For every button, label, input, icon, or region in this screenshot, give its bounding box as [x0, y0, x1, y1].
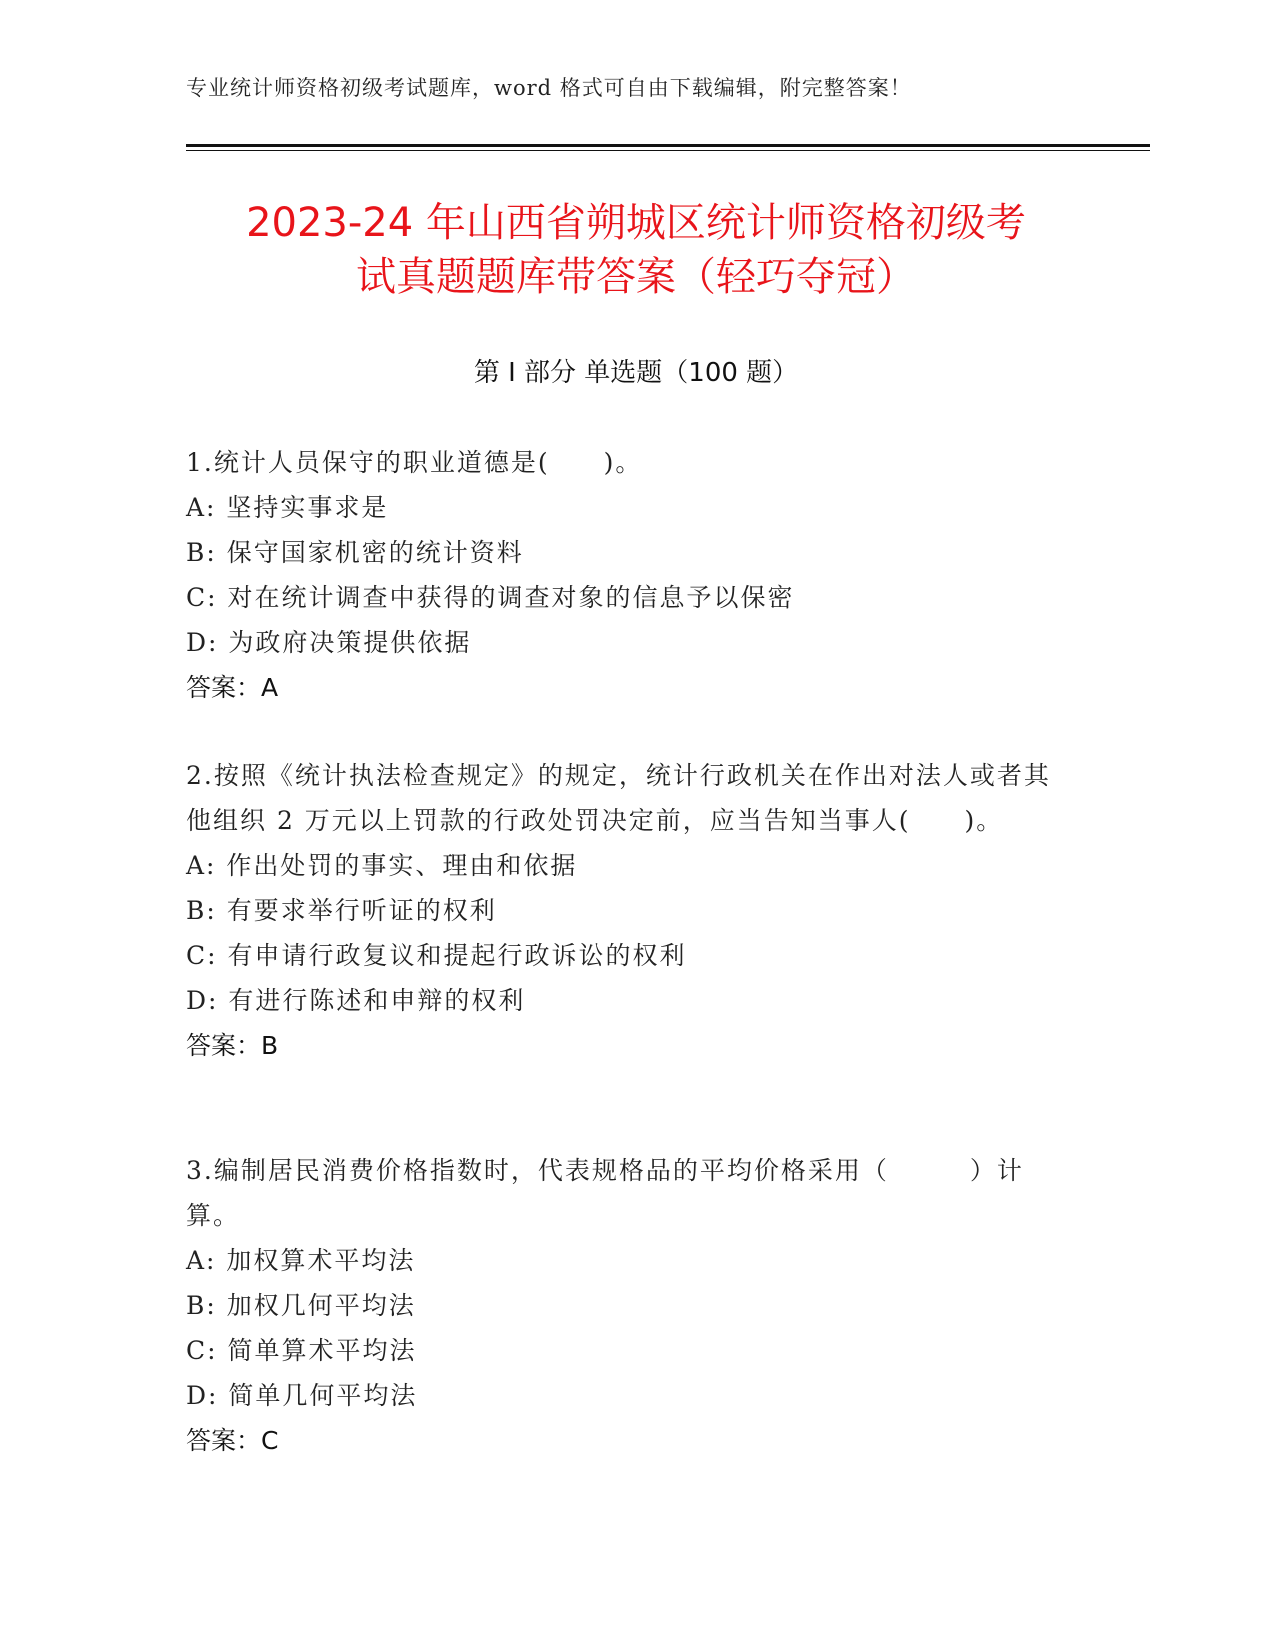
question-stem: 1.统计人员保守的职业道德是( )。	[186, 448, 643, 477]
option-a: A: 加权算术平均法	[186, 1246, 416, 1275]
page-header: 专业统计师资格初级考试题库，word 格式可自由下载编辑，附完整答案！	[186, 76, 912, 100]
question-stem: 2.按照《统计执法检查规定》的规定，统计行政机关在作出对法人或者其他组织 2 万元以上罚款的行政处罚决定前，应当告知当事人( )。	[186, 761, 1051, 835]
option-c: C: 简单算术平均法	[186, 1336, 417, 1365]
answer: 答案：B	[186, 1031, 279, 1060]
option-b: B: 保守国家机密的统计资料	[186, 538, 524, 567]
question-1	[186, 440, 1066, 710]
option-c: C: 有申请行政复议和提起行政诉讼的权利	[186, 941, 687, 970]
option-d: D: 简单几何平均法	[186, 1381, 418, 1410]
option-a: A: 坚持实事求是	[186, 493, 389, 522]
section-title: 第 I 部分 单选题（100 题）	[473, 358, 799, 388]
option-a: A: 作出处罚的事实、理由和依据	[186, 851, 578, 880]
option-d: D: 有进行陈述和申辩的权利	[186, 986, 526, 1015]
document-title-line-1: 2023-24 年山西省朔城区统计师资格初级考	[246, 200, 1026, 246]
answer: 答案：C	[186, 1426, 279, 1455]
question-3	[186, 1148, 1066, 1463]
option-b: B: 有要求举行听证的权利	[186, 896, 497, 925]
header-rule-thin	[186, 150, 1150, 151]
option-d: D: 为政府决策提供依据	[186, 628, 472, 657]
answer: 答案：A	[186, 673, 279, 702]
option-c: C: 对在统计调查中获得的调查对象的信息予以保密	[186, 583, 795, 612]
header-rule-thick	[186, 144, 1150, 147]
question-2	[186, 753, 1066, 1068]
question-stem: 3.编制居民消费价格指数时，代表规格品的平均价格采用（ ）计算。	[186, 1156, 1024, 1230]
document-title	[186, 196, 1086, 304]
option-b: B: 加权几何平均法	[186, 1291, 416, 1320]
document-title-line-2: 试真题题库带答案（轻巧夺冠）	[356, 254, 916, 300]
